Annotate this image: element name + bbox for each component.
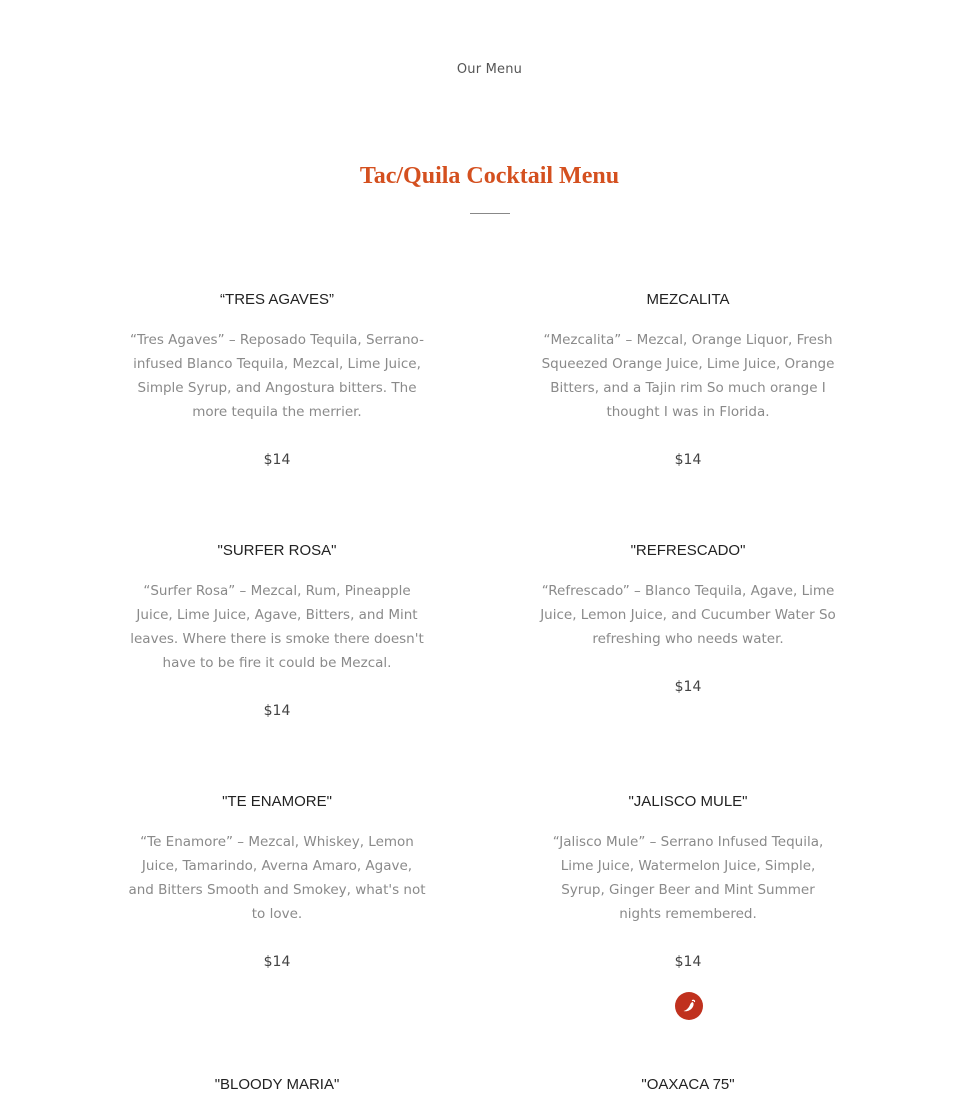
- menu-item-bloody-maria: [122, 1076, 432, 1094]
- item-name: MEZCALITA: [646, 291, 730, 308]
- item-name: "BLOODY MARIA": [214, 1076, 340, 1093]
- item-price: $14: [674, 452, 702, 468]
- chili-pepper-glyph: [681, 998, 697, 1014]
- nav-our-menu[interactable]: Our Menu: [456, 62, 523, 77]
- item-description: “Jalisco Mule” – Serrano Infused Tequila, Lime Juice, Watermelon Juice, Simple, Syrup, Ginger Beer and Mint Summer nights remembered.: [552, 834, 824, 922]
- item-name: “TRES AGAVES”: [220, 291, 334, 308]
- menu-item-surfer-rosa: [122, 542, 432, 723]
- item-name: "SURFER ROSA": [217, 542, 337, 559]
- chili-pepper-icon: [675, 992, 703, 1020]
- item-description: “Surfer Rosa” – Mezcal, Rum, Pineapple Juice, Lime Juice, Agave, Bitters, and Mint leaves. Where there is smoke there doesn't have to be fire it could be Mezcal.: [130, 583, 424, 671]
- menu-item-te-enamore: [122, 793, 432, 974]
- item-name: "JALISCO MULE": [628, 793, 748, 810]
- item-description: “Refrescado” – Blanco Tequila, Agave, Lime Juice, Lemon Juice, and Cucumber Water So refreshing who needs water.: [540, 583, 836, 647]
- title-divider: [470, 213, 510, 214]
- item-description: “Mezcalita” – Mezcal, Orange Liquor, Fresh Squeezed Orange Juice, Lime Juice, Orange Bitters, and a Tajin rim So much orange I thought I was in Florida.: [541, 332, 835, 420]
- menu-item-mezcalita: [533, 291, 843, 472]
- item-name: "OAXACA 75": [641, 1076, 735, 1093]
- item-description: “Tres Agaves” – Reposado Tequila, Serrano-infused Blanco Tequila, Mezcal, Lime Juice, Simple Syrup, and Angostura bitters. The more tequila the merrier.: [130, 332, 424, 420]
- item-price: $14: [263, 954, 291, 970]
- menu-item-refrescado: [533, 542, 843, 699]
- item-price: $14: [674, 679, 702, 695]
- item-price: $14: [263, 703, 291, 719]
- item-price: $14: [674, 954, 702, 970]
- menu-item-oaxaca-75: [533, 1076, 843, 1094]
- item-name: "TE ENAMORE": [222, 793, 332, 810]
- menu-item-jalisco-mule: [533, 793, 843, 974]
- menu-item-tres-agaves: [122, 291, 432, 472]
- item-price: $14: [263, 452, 291, 468]
- item-name: "REFRESCADO": [630, 542, 746, 559]
- page-title: Tac/Quila Cocktail Menu: [359, 163, 620, 189]
- item-description: “Te Enamore” – Mezcal, Whiskey, Lemon Juice, Tamarindo, Averna Amaro, Agave, and Bitters Smooth and Smokey, what's not to love.: [128, 834, 426, 922]
